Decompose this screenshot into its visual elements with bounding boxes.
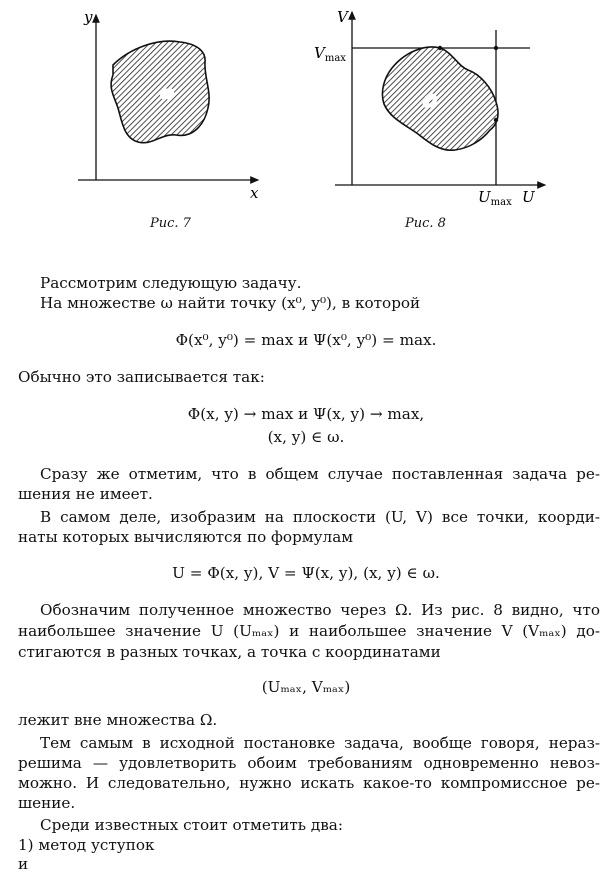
paragraph-8-line-4: шение. — [18, 794, 76, 812]
fig8-region-label: Ω — [424, 92, 437, 110]
paragraph-4-line-1: Сразу же отметим, что в общем случае поставленная задача ре- — [40, 465, 600, 483]
fig8-umax-label: $U_{max}$ — [478, 188, 512, 208]
fig7-caption: Рис. 7 — [150, 216, 191, 231]
fig8-umax-point — [494, 118, 498, 122]
fig8-vmax-point — [438, 46, 442, 50]
formula-1: Φ(x⁰, y⁰) = max и Ψ(x⁰, y⁰) = max. — [175, 331, 437, 349]
fig8-u-label: U — [522, 188, 535, 206]
paragraph-6-line-3: стигаются в разных точках, а точка с координатами — [18, 643, 441, 661]
fig7-region-label: ω — [161, 84, 174, 102]
paragraph-6-line-2: наибольшее значение U (Uₘₐₓ) и наибольшее значение V (Vₘₐₓ) до- — [18, 622, 600, 640]
paragraph-8-line-3: можно. И следовательно, нужно искать какое-то компромиссное ре- — [18, 774, 600, 792]
paragraph-8-line-2: решима — удовлетворить обоим требованиям одновременно невоз- — [18, 754, 600, 772]
fig8-corner-point — [494, 46, 498, 50]
paragraph-8-line-1: Тем самым в исходной постановке задача, вообще говоря, нераз- — [40, 734, 600, 752]
fig8-v-label: V — [337, 8, 348, 26]
paragraph-3: Обычно это записывается так: — [18, 368, 265, 386]
formula-3: U = Φ(x, y), V = Ψ(x, y), (x, y) ∈ ω. — [172, 564, 440, 582]
fig7-y-label: y — [84, 8, 93, 26]
paragraph-1: Рассмотрим следующую задачу. — [40, 274, 302, 292]
paragraph-5-line-2: наты которых вычисляются по формулам — [18, 528, 354, 546]
fig8-vmax-label: $V_{max}$ — [314, 44, 346, 64]
figure-8 — [335, 12, 545, 185]
fig7-x-label: x — [250, 184, 259, 202]
formula-2a: Φ(x, y) → max и Ψ(x, y) → max, — [187, 405, 425, 423]
formula-4: (Uₘₐₓ, Vₘₐₓ) — [261, 678, 351, 696]
paragraph-9: Среди известных стоит отметить два: — [40, 816, 343, 834]
paragraph-6-line-1: Обозначим полученное множество через Ω. Из рис. 8 видно, что — [40, 601, 600, 619]
figures-area — [0, 0, 612, 240]
paragraph-10: 1) метод уступок — [18, 836, 155, 854]
paragraph-5-line-1: В самом деле, изобразим на плоскости (U, V) все точки, коорди- — [40, 508, 600, 526]
fig8-caption: Рис. 8 — [405, 216, 446, 231]
formula-2b: (x, y) ∈ ω. — [267, 428, 345, 446]
paragraph-4-line-2: шения не имеет. — [18, 485, 153, 503]
fig8-region-Omega — [382, 47, 498, 150]
paragraph-11: и — [18, 855, 29, 873]
paragraph-2: На множестве ω найти точку (x⁰, y⁰), в которой — [40, 294, 421, 312]
paragraph-7: лежит вне множества Ω. — [18, 711, 218, 729]
